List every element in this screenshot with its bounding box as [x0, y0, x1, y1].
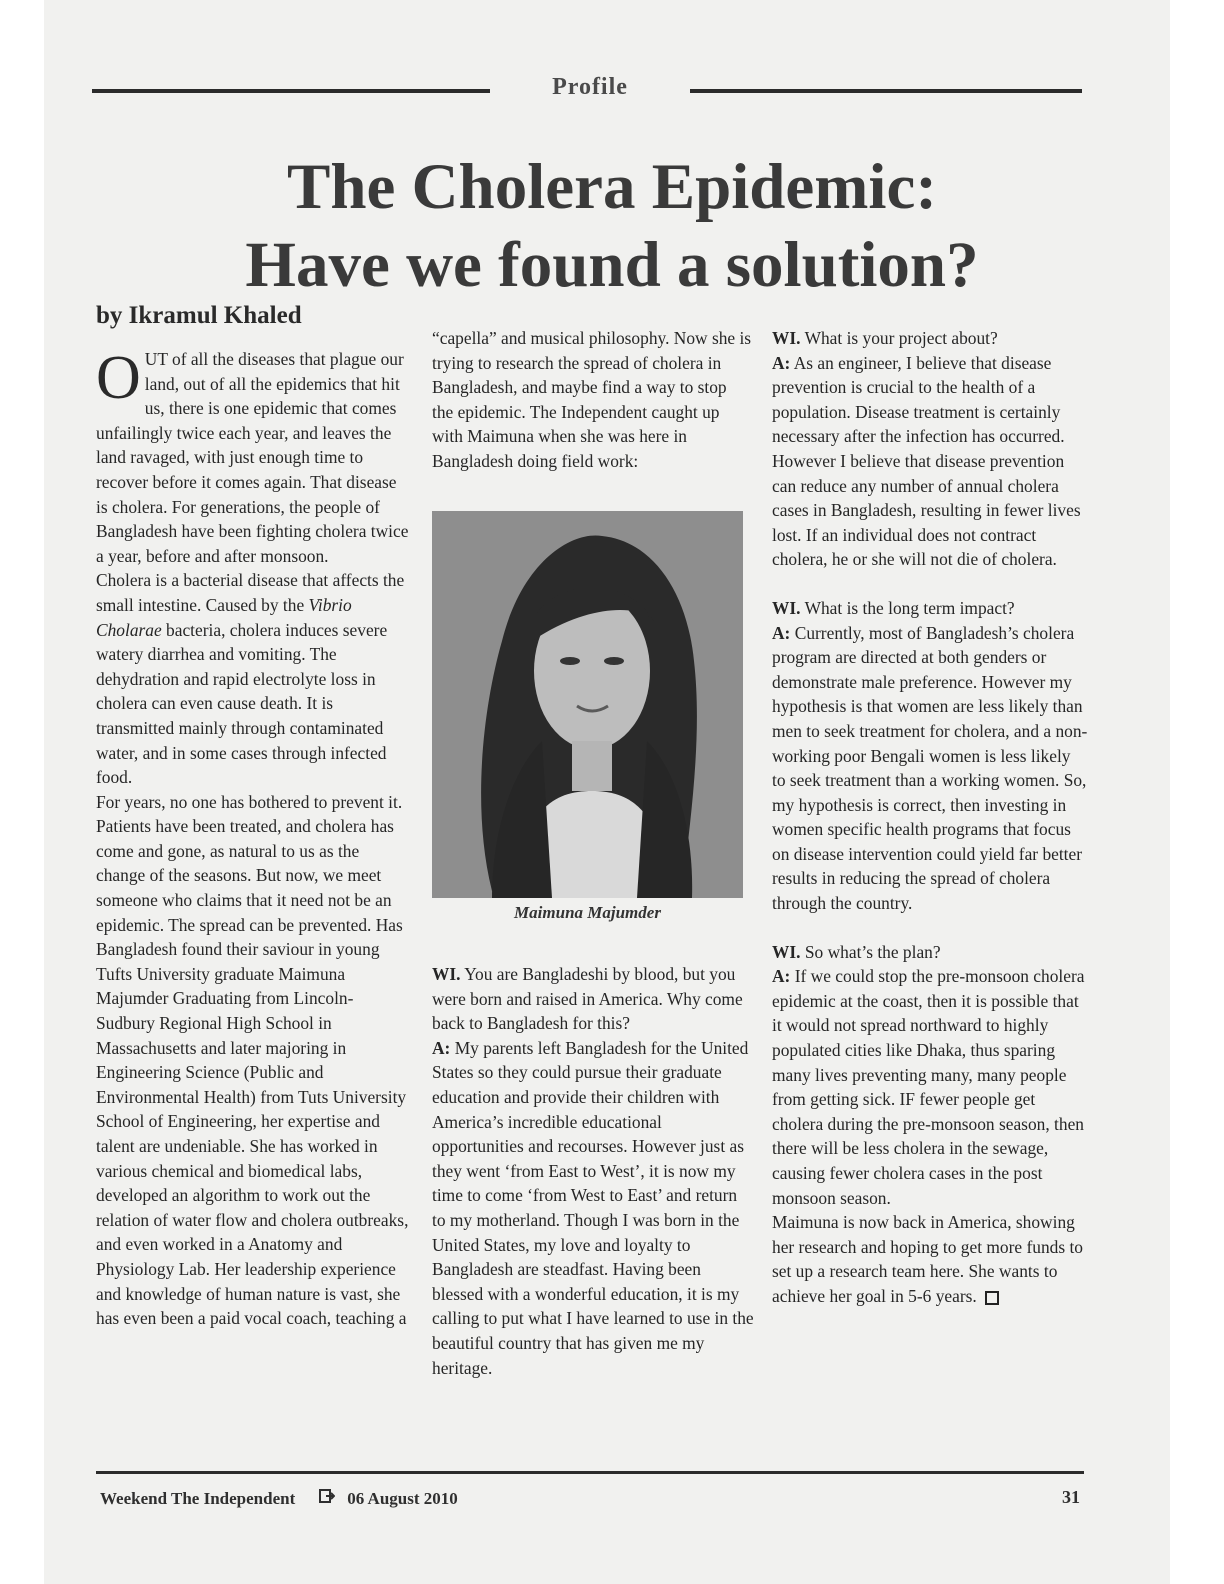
question-text: So what’s the plan?: [804, 941, 941, 962]
answer-text: Currently, most of Bangladesh’s cholera program are directed at both genders or demonstrate male preference. However my hypothesis is that women are less likely than men to seek treatment for cholera, and a non-working poor Bengali women is less likely to seek treatment than a working women. So, my hypothesis is correct, then investing in women specific health programs that focus on disease intervention could yield far better results in reducing the spread of cholera through the country.: [772, 622, 1088, 914]
answer-label: A:: [772, 352, 791, 373]
closing-text: Maimuna is now back in America, showing her research and hoping to get more funds to set up a research team here. She wants to achieve her goal in 5-6 years.: [772, 1212, 1084, 1306]
portrait-illustration: [432, 511, 743, 898]
intro-paragraph: “capella” and musical philosophy. Now she is trying to research the spread of cholera in Bangladesh, and maybe find a way to stop the epidemic. The Independent caught up with Maimuna when she was here in Bangladesh doing field work:: [432, 328, 752, 471]
byline: by Ikramul Khaled: [96, 302, 302, 329]
page-number: 31: [1062, 1487, 1080, 1507]
section-label: Profile: [552, 74, 628, 100]
paragraph-2-text-cont: bacteria, cholera induces severe watery diarrhea and vomiting. The dehydration and rapid electrolyte loss in cholera can even cause death. It is transmitted mainly through contaminated water, and in some cases through infected food.: [96, 619, 388, 788]
answer-text: My parents left Bangladesh for the United States so they could pursue their graduate education and provide their children with America’s incredible educational opportunities and recourses. However just as they went ‘from East to West’, it is now my time to come ‘from West to East’ and return to my motherland. Though I was born in the United States, my love and loyalty to Bangladesh are steadfast. Having been blessed with a wonderful education, it is my calling to put what I have learned to use in the beautiful country that has given me my heritage.: [432, 1037, 754, 1378]
question-text: What is the long term impact?: [804, 597, 1015, 618]
answer-1: [432, 1036, 754, 1380]
column-1: [96, 344, 412, 1331]
question-1: [432, 962, 754, 1036]
photo-caption: Maimuna Majumder: [514, 903, 661, 922]
answer-label: A:: [772, 966, 791, 987]
paragraph-2: [96, 568, 412, 789]
question-text: What is your project about?: [804, 328, 998, 348]
species-name: Vibrio Cholarae: [96, 594, 352, 640]
footer-rule: [96, 1471, 1084, 1474]
question-label: WI.: [772, 941, 801, 962]
column-2-bottom: [432, 962, 754, 1380]
headline-line-2: Have we found a solution?: [245, 229, 979, 301]
question-2: [772, 326, 1088, 351]
column-3: [772, 326, 1088, 1309]
spacer: [772, 572, 1088, 596]
lead-text: UT of all the diseases that plague our land, out of all the epidemics that hit us, there is one epidemic that comes unfailingly twice each year, and leaves the land ravaged, with just enough time to recover before it comes again. That disease is cholera. For generations, the people of Bangladesh have been fighting cholera twice a year, before and after monsoon.: [96, 349, 409, 566]
issue-date: 06 August 2010: [347, 1489, 458, 1508]
answer-4: [772, 964, 1088, 1210]
closing-paragraph: [772, 1210, 1088, 1308]
answer-text: If we could stop the pre-monsoon cholera epidemic at the coast, then it is possible that it would not spread northward to highly populated cities like Dhaka, thus sparing many lives preventing many, many people from getting sick. IF fewer people get cholera during the pre-monsoon season, then there will be less cholera in the sewage, causing fewer cholera cases in the post monsoon season.: [772, 966, 1085, 1208]
portrait-photo: [432, 511, 743, 898]
answer-3: [772, 621, 1088, 916]
end-of-article-icon: [985, 1291, 999, 1305]
publication-name: Weekend The Independent: [100, 1489, 296, 1508]
column-2-top: [432, 326, 752, 474]
paragraph-2-text: Cholera is a bacterial disease that affects the small intestine. Caused by the: [96, 570, 405, 615]
answer-2: [772, 351, 1088, 572]
lead-paragraph: [96, 344, 412, 568]
arrow-box-icon: [319, 1488, 335, 1509]
answer-label: A:: [432, 1037, 451, 1058]
headline-line-1: The Cholera Epidemic:: [287, 151, 937, 223]
question-label: WI.: [432, 964, 461, 984]
question-4: [772, 940, 1088, 965]
answer-label: A:: [772, 622, 791, 643]
footer: [100, 1488, 470, 1509]
question-text: You are Bangladeshi by blood, but you were born and raised in America. Why come back to Bangladesh for this?: [432, 964, 743, 1034]
article-headline: [60, 148, 1164, 304]
answer-text: As an engineer, I believe that disease prevention is crucial to the health of a population. Disease treatment is certainly necessary after the infection has occurred. However I believe that disease prevention can reduce any number of annual cholera cases in Bangladesh, resulting in fewer lives lost. If an individual does not contract cholera, he or she will not die of cholera.: [772, 352, 1081, 570]
question-label: WI.: [772, 328, 801, 348]
drop-cap: O: [96, 344, 141, 412]
paragraph-3: For years, no one has bothered to prevent it. Patients have been treated, and cholera has come and gone, as natural to us as the change of the seasons. But now, we meet someone who claims that it need not be an epidemic. The spread can be prevented. Has Bangladesh found their saviour in young Tufts University graduate Maimuna Majumder Graduating from Lincoln-Sudbury Regional High School in Massachusetts and later majoring in Engineering Science (Public and Environmental Health) from Tuts University School of Engineering, her expertise and talent are undeniable. She has worked in various chemical and biomedical labs, developed an algorithm to work out the relation of water flow and cholera outbreaks, and even worked in a Anatomy and Physiology Lab. Her leadership experience and knowledge of human nature is vast, she has even been a paid vocal coach, teaching a: [96, 791, 409, 1329]
header-rule-right: [690, 89, 1082, 93]
header-rule-left: [92, 89, 490, 93]
question-label: WI.: [772, 597, 801, 618]
spacer: [772, 916, 1088, 940]
question-3: [772, 596, 1088, 621]
